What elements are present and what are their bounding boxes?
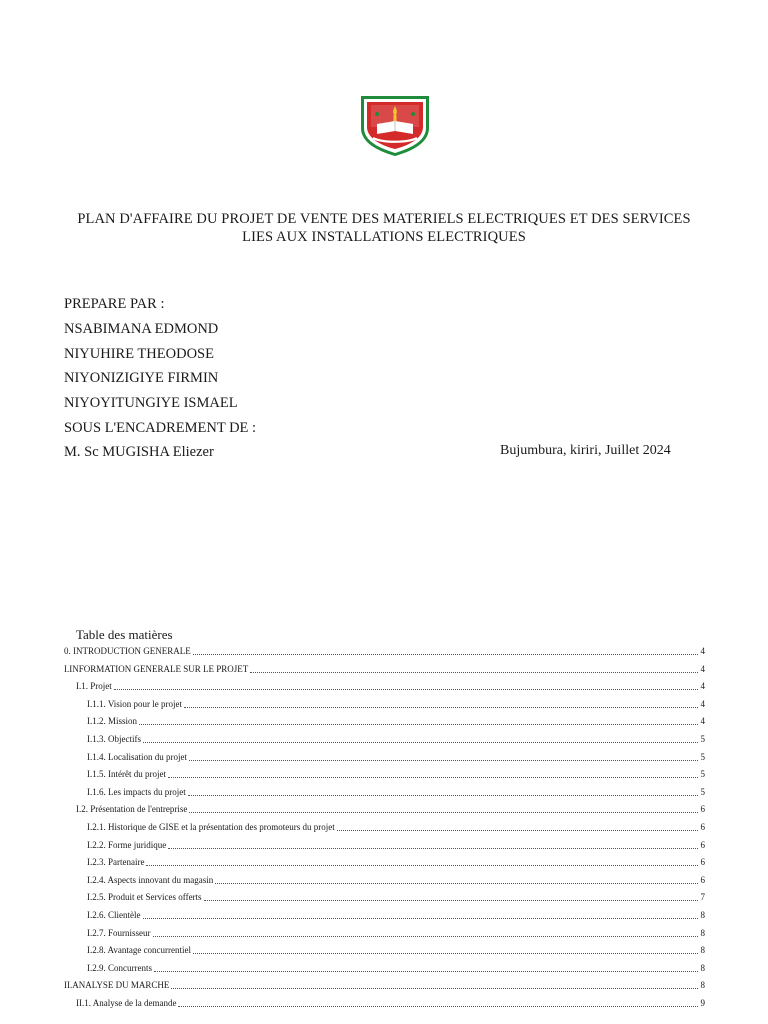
toc-leader-dots bbox=[215, 883, 698, 884]
toc-entry-text: I.2.1. Historique de GISE et la présentation des promoteurs du projet bbox=[87, 822, 335, 832]
toc-entry-page: 8 bbox=[700, 962, 705, 973]
toc-leader-dots bbox=[189, 812, 698, 813]
toc-entry-text: I.1.2. Mission bbox=[87, 716, 138, 727]
toc-entry-text: I.1.4. Localisation du projet bbox=[87, 751, 187, 762]
toc-entry[interactable] bbox=[87, 875, 705, 886]
author-name: NIYONIZIGIYE FIRMIN bbox=[64, 370, 219, 386]
document-title bbox=[40, 210, 728, 246]
toc-entry[interactable] bbox=[87, 892, 705, 903]
toc-entry[interactable] bbox=[87, 699, 705, 710]
toc-title: Table des matières bbox=[76, 627, 173, 642]
toc-entry[interactable] bbox=[87, 857, 705, 868]
toc-entry-page: 6 bbox=[700, 857, 705, 868]
toc-entry[interactable] bbox=[87, 769, 705, 780]
toc-entry-text: I.2.6. Clientèle bbox=[87, 910, 141, 920]
toc-entry[interactable] bbox=[76, 681, 705, 692]
toc-leader-dots bbox=[184, 707, 698, 708]
toc-entry-page: 5 bbox=[700, 734, 705, 744]
author-name: NIYOYITUNGIYE ISMAEL bbox=[64, 395, 238, 411]
toc-entry-text: I.1. Projet bbox=[76, 681, 112, 692]
place-and-date: Bujumbura, kiriri, Juillet 2024 bbox=[500, 443, 671, 458]
toc-entry-page: 4 bbox=[700, 698, 705, 709]
toc-leader-dots bbox=[146, 865, 698, 866]
toc-leader-dots bbox=[193, 953, 698, 954]
title-line-1: PLAN D'AFFAIRE DU PROJET DE VENTE DES MATERIELS ELECTRIQUES ET DES SERVICES bbox=[77, 211, 691, 227]
toc-entry-text: I.1.3. Objectifs bbox=[87, 734, 141, 744]
toc-entry-text: I.1.5. Intérêt du projet bbox=[87, 769, 166, 780]
supervision-label: SOUS L'ENCADREMENT DE : bbox=[64, 420, 257, 436]
toc-entry-page: 4 bbox=[700, 646, 705, 656]
toc-leader-dots bbox=[168, 848, 698, 849]
toc-entry[interactable] bbox=[87, 822, 705, 833]
toc-entry[interactable] bbox=[87, 928, 705, 939]
toc-entry-page: 8 bbox=[700, 910, 705, 920]
toc-entry-page: 7 bbox=[700, 892, 705, 903]
toc-entry-page: 5 bbox=[700, 769, 705, 780]
school-crest-logo bbox=[359, 94, 431, 158]
toc-entry[interactable] bbox=[87, 963, 705, 974]
toc-entry-page: 8 bbox=[700, 927, 705, 938]
toc-entry[interactable] bbox=[64, 980, 705, 991]
toc-entry[interactable] bbox=[87, 945, 705, 956]
toc-entry-page: 6 bbox=[700, 822, 705, 832]
toc-entry-text: I.2. Présentation de l'entreprise bbox=[76, 804, 188, 815]
toc-leader-dots bbox=[114, 689, 698, 690]
toc-leader-dots bbox=[143, 742, 698, 743]
toc-leader-dots bbox=[189, 760, 698, 761]
toc-leader-dots bbox=[143, 918, 699, 919]
toc-entry-text: I.2.7. Fournisseur bbox=[87, 927, 151, 938]
toc-leader-dots bbox=[139, 724, 698, 725]
toc-leader-dots bbox=[250, 672, 698, 673]
toc-entry-text: I.2.5. Produit et Services offerts bbox=[87, 892, 202, 903]
toc-entry-text: I.2.9. Concurrents bbox=[87, 962, 152, 973]
toc-entry[interactable] bbox=[87, 910, 705, 921]
toc-leader-dots bbox=[153, 936, 699, 937]
toc-entry-page: 6 bbox=[700, 839, 705, 850]
toc-entry-text: 0. INTRODUCTION GENERALE bbox=[64, 646, 191, 656]
supervisor-name: M. Sc MUGISHA Eliezer bbox=[64, 444, 214, 460]
toc-entry[interactable] bbox=[87, 840, 705, 851]
toc-entry-page: 5 bbox=[700, 751, 705, 762]
toc-leader-dots bbox=[204, 900, 698, 901]
toc-entry-text: II.ANALYSE DU MARCHE bbox=[64, 980, 170, 991]
toc-entry-text: I.2.4. Aspects innovant du magasin bbox=[87, 874, 214, 885]
toc-entry-page: 6 bbox=[700, 804, 705, 815]
toc-entry-text: I.2.3. Partenaire bbox=[87, 857, 145, 868]
toc-entry-page: 8 bbox=[700, 945, 705, 956]
prepared-by-label: PREPARE PAR : bbox=[64, 296, 165, 312]
toc-entry[interactable] bbox=[76, 804, 705, 815]
toc-entry[interactable] bbox=[64, 646, 705, 657]
toc-entry-page: 4 bbox=[700, 681, 705, 692]
toc-entry[interactable] bbox=[87, 787, 705, 798]
toc-entry-text: II.1. Analyse de la demande bbox=[76, 998, 177, 1008]
toc-leader-dots bbox=[168, 777, 698, 778]
toc-entry-text: I.1.1. Vision pour le projet bbox=[87, 698, 183, 709]
toc-entry-page: 8 bbox=[700, 980, 705, 991]
toc-entry[interactable] bbox=[87, 734, 705, 745]
toc-entry-page: 4 bbox=[700, 716, 705, 727]
toc-entry[interactable] bbox=[87, 752, 705, 763]
toc-entry-text: I.2.8. Avantage concurrentiel bbox=[87, 945, 192, 956]
author-name: NSABIMANA EDMOND bbox=[64, 321, 219, 337]
toc-leader-dots bbox=[188, 795, 698, 796]
toc-entry-text: I.INFORMATION GENERALE SUR LE PROJET bbox=[64, 663, 249, 674]
toc-entry[interactable] bbox=[64, 664, 705, 675]
toc-entry-text: I.1.6. Les impacts du projet bbox=[87, 786, 186, 797]
toc-leader-dots bbox=[171, 988, 698, 989]
toc-entry[interactable] bbox=[87, 716, 705, 727]
toc-entry-page: 6 bbox=[700, 874, 705, 885]
toc-entry-text: I.2.2. Forme juridique bbox=[87, 839, 167, 850]
title-line-2: LIES AUX INSTALLATIONS ELECTRIQUES bbox=[242, 229, 526, 245]
toc-entry-page: 9 bbox=[700, 998, 705, 1008]
toc-leader-dots bbox=[178, 1006, 698, 1007]
toc-entry-page: 5 bbox=[700, 786, 705, 797]
toc-entry[interactable] bbox=[76, 998, 705, 1009]
toc-entry-page: 4 bbox=[700, 663, 705, 674]
toc-leader-dots bbox=[337, 830, 698, 831]
toc-leader-dots bbox=[193, 654, 698, 655]
author-name: NIYUHIRE THEODOSE bbox=[64, 346, 214, 362]
toc-leader-dots bbox=[154, 971, 698, 972]
